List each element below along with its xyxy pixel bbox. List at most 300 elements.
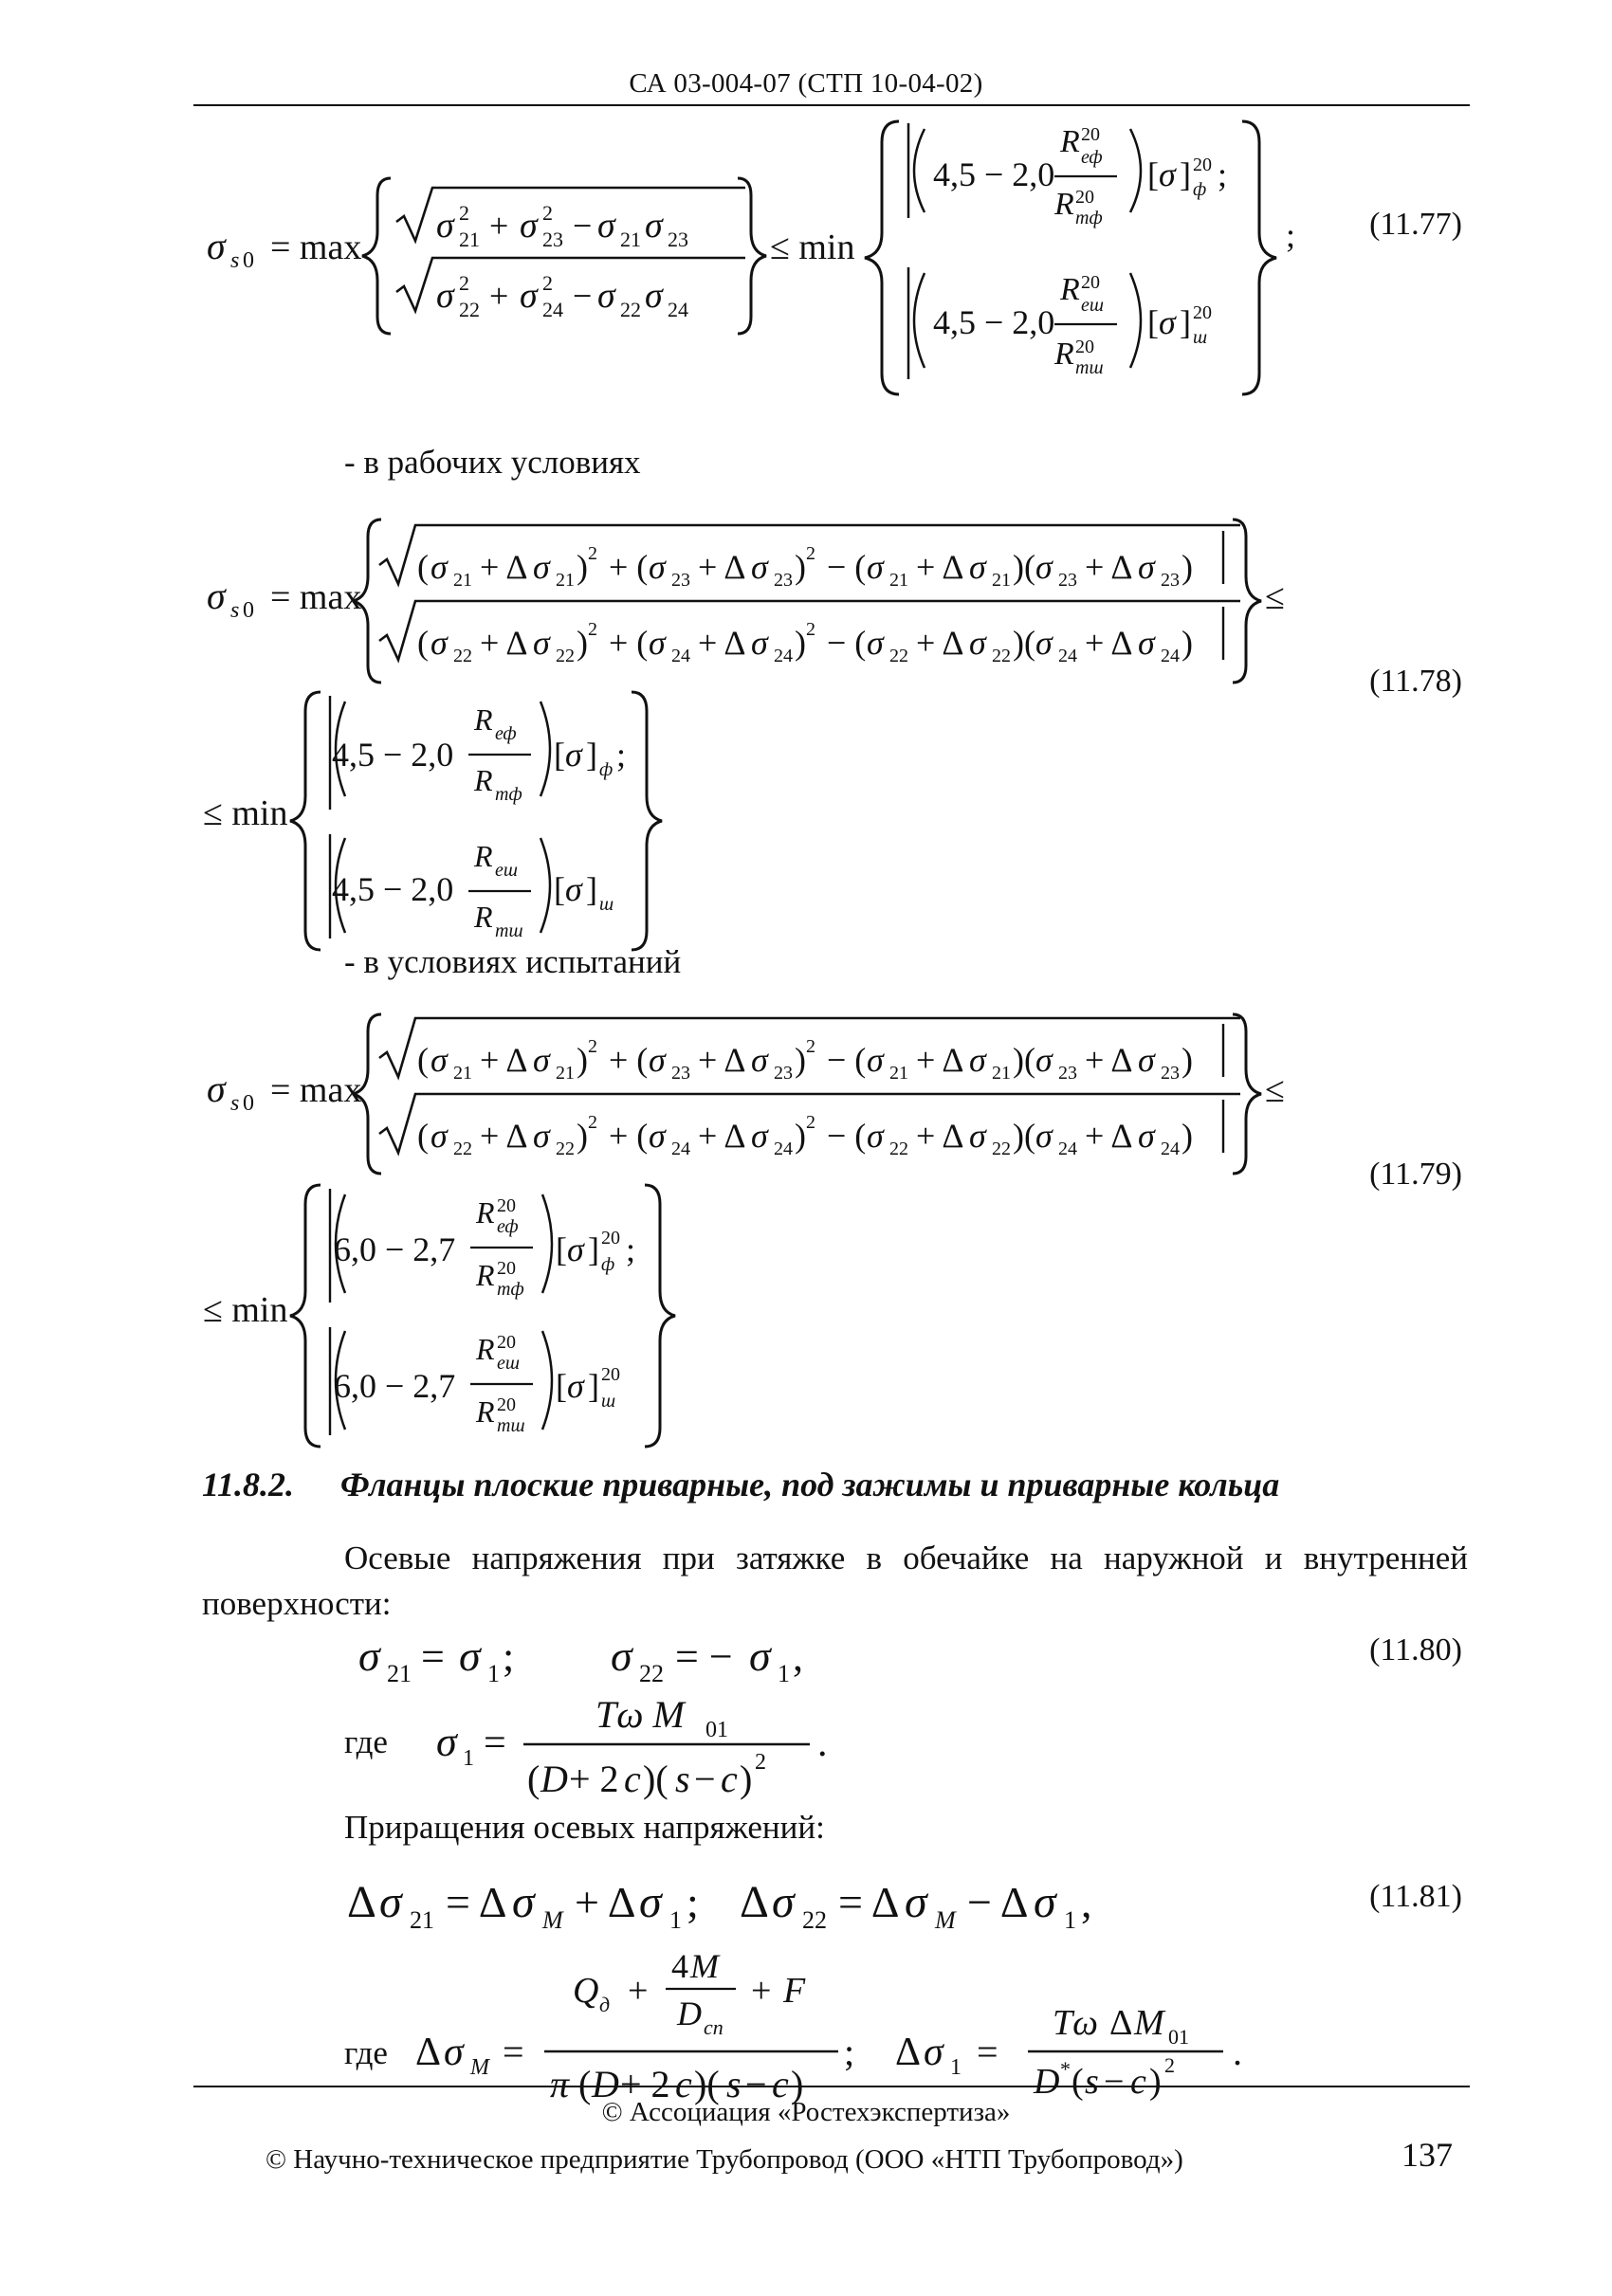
svg-text:): )	[795, 1117, 806, 1155]
svg-text:σ: σ	[1138, 1041, 1155, 1079]
svg-text:σ: σ	[1159, 155, 1176, 193]
svg-text:(: (	[578, 2063, 592, 2105]
svg-text:1: 1	[463, 1746, 474, 1771]
svg-text:R: R	[474, 900, 493, 934]
svg-text:тф: тф	[497, 1279, 524, 1300]
svg-text:;: ;	[626, 1230, 636, 1268]
svg-text:+ Δ: + Δ	[916, 1041, 964, 1079]
svg-text:σ: σ	[1035, 624, 1053, 662]
svg-text:(: (	[417, 548, 429, 586]
equation-number-11-77: (11.77)	[1369, 207, 1462, 242]
svg-text:σ: σ	[749, 1631, 771, 1680]
svg-text:σ: σ	[645, 206, 663, 246]
svg-text:д: д	[599, 1993, 611, 2016]
svg-text:01: 01	[1168, 2025, 1189, 2049]
svg-text:(: (	[417, 1117, 429, 1155]
svg-text:0: 0	[243, 248, 254, 273]
svg-text:): )	[740, 1758, 753, 1800]
svg-text:σ: σ	[969, 1117, 986, 1155]
svg-text:;: ;	[1218, 155, 1228, 193]
svg-text:σ: σ	[639, 1877, 662, 1927]
svg-text:≤: ≤	[1265, 577, 1285, 617]
svg-text:21: 21	[453, 1063, 472, 1084]
svg-text:− (: − (	[827, 1117, 867, 1155]
svg-text:20: 20	[497, 1394, 516, 1415]
svg-text:1: 1	[669, 1906, 682, 1934]
svg-text:22: 22	[459, 298, 480, 321]
svg-text:σ: σ	[649, 624, 666, 662]
svg-text:σ: σ	[430, 548, 448, 586]
svg-text:*: *	[1060, 2057, 1071, 2081]
svg-text:22: 22	[453, 646, 472, 666]
svg-text:.: .	[1233, 2031, 1242, 2073]
svg-text:22: 22	[556, 646, 575, 666]
where-label-2: где	[344, 2034, 388, 2071]
svg-text:+ Δ: + Δ	[480, 1117, 528, 1155]
svg-text:]: ]	[586, 870, 597, 908]
svg-text:+ Δ: + Δ	[1085, 624, 1133, 662]
svg-text:M: M	[542, 1906, 563, 1934]
svg-text:21: 21	[992, 570, 1011, 591]
svg-text:σ: σ	[1035, 548, 1053, 586]
svg-text:σ: σ	[436, 1719, 457, 1765]
svg-text:24: 24	[668, 298, 688, 321]
subsection-number: 11.8.2.	[202, 1466, 295, 1503]
formula-11-77	[207, 121, 1295, 394]
svg-text:− (: − (	[827, 624, 867, 662]
svg-text:σ: σ	[649, 1117, 666, 1155]
svg-text:s: s	[675, 1758, 690, 1800]
section-working-conditions: - в рабочих условиях	[344, 444, 641, 481]
svg-text:=: =	[503, 2031, 524, 2073]
svg-text:−: −	[573, 207, 593, 245]
svg-text:,: ,	[1081, 1878, 1092, 1926]
svg-text:20: 20	[1081, 272, 1100, 293]
svg-text:=: =	[421, 1633, 445, 1680]
sqrt-row-2	[379, 601, 1240, 666]
svg-text:24: 24	[671, 1139, 690, 1159]
svg-text:22: 22	[992, 1139, 1011, 1159]
svg-text:22: 22	[453, 1139, 472, 1159]
svg-text:σ: σ	[207, 225, 226, 267]
svg-text:Δ: Δ	[895, 2031, 922, 2074]
svg-text:≤ min: ≤ min	[770, 228, 855, 267]
svg-text:22: 22	[620, 298, 641, 321]
svg-text:+: +	[751, 1971, 772, 2011]
svg-text:20: 20	[1193, 302, 1212, 323]
svg-text:D: D	[540, 1758, 568, 1800]
svg-text:): )	[577, 548, 588, 586]
svg-text:σ: σ	[905, 1877, 927, 1927]
svg-text:≤ min: ≤ min	[203, 793, 288, 833]
svg-text:1: 1	[950, 2055, 962, 2080]
svg-text:ф: ф	[599, 759, 614, 780]
svg-text:6,0 − 2,7: 6,0 − 2,7	[334, 1367, 456, 1405]
svg-text:21: 21	[620, 228, 641, 251]
svg-text:R: R	[474, 702, 493, 737]
svg-text:): )	[791, 2063, 804, 2105]
svg-text:σ: σ	[969, 624, 986, 662]
svg-text:σ: σ	[565, 870, 582, 908]
svg-text:σ: σ	[1035, 1117, 1053, 1155]
svg-text:σ: σ	[772, 1877, 795, 1927]
svg-text:2: 2	[806, 1112, 815, 1133]
svg-text:22: 22	[889, 1139, 908, 1159]
svg-text:σ: σ	[436, 276, 454, 316]
svg-text:еш: еш	[495, 860, 518, 881]
svg-text:;: ;	[687, 1878, 699, 1926]
svg-text:σ: σ	[969, 548, 986, 586]
svg-text:σ: σ	[1138, 624, 1155, 662]
svg-text:+ Δ: + Δ	[916, 1117, 964, 1155]
svg-text:еш: еш	[1081, 295, 1104, 316]
svg-text:σ: σ	[1159, 303, 1176, 341]
svg-text:[: [	[1147, 303, 1159, 341]
svg-text:[: [	[556, 1367, 567, 1405]
svg-text:2: 2	[588, 543, 597, 564]
footer-association: © Ассоциация «Ростехэкспертиза»	[601, 2097, 1011, 2127]
svg-text:π: π	[550, 2063, 570, 2105]
equation-number-11-81: (11.81)	[1369, 1879, 1462, 1914]
svg-text:D: D	[1034, 2062, 1060, 2102]
svg-text:22: 22	[556, 1139, 575, 1159]
svg-text:22: 22	[802, 1906, 827, 1934]
svg-text:): )	[795, 624, 806, 662]
svg-text:+ (: + (	[609, 1041, 649, 1079]
svg-text:σ: σ	[611, 1631, 632, 1680]
svg-text:R: R	[1060, 124, 1080, 159]
svg-text:+ Δ: + Δ	[698, 624, 746, 662]
increments-paragraph: Приращения осевых напряжений:	[344, 1809, 825, 1846]
svg-text:0: 0	[243, 598, 254, 623]
svg-text:c: c	[1130, 2062, 1146, 2102]
svg-text:2: 2	[1164, 2053, 1175, 2077]
svg-text:20: 20	[1075, 187, 1094, 208]
svg-text:−: −	[573, 277, 593, 315]
svg-text:+ 2: + 2	[620, 2063, 670, 2105]
svg-text:c: c	[772, 2063, 789, 2105]
svg-text:M: M	[935, 1906, 956, 1934]
svg-text:4,5 − 2,0: 4,5 − 2,0	[332, 736, 454, 774]
svg-text:): )	[795, 1041, 806, 1079]
svg-text:2: 2	[588, 1036, 597, 1057]
svg-text:R: R	[474, 763, 493, 797]
formula-11-78	[203, 519, 1285, 950]
svg-text:− (: − (	[827, 548, 867, 586]
svg-text:+ (: + (	[609, 548, 649, 586]
svg-text:): )	[795, 548, 806, 586]
svg-text:20: 20	[497, 1258, 516, 1279]
svg-text:σ: σ	[1138, 548, 1155, 586]
svg-text:+ Δ: + Δ	[916, 548, 964, 586]
svg-text:= max: = max	[270, 577, 362, 617]
svg-text:21: 21	[889, 1063, 908, 1084]
svg-text:]: ]	[1180, 303, 1191, 341]
svg-text:)(: )(	[694, 2063, 720, 2105]
svg-text:σ: σ	[358, 1631, 380, 1680]
svg-text:24: 24	[774, 646, 793, 666]
svg-text:σ: σ	[512, 1877, 535, 1927]
footer-enterprise: © Научно-техническое предприятие Трубопровод (ООО «НТП Трубопровод»)	[266, 2144, 1183, 2175]
svg-text:+ 2: + 2	[569, 1758, 619, 1800]
svg-text:)(: )(	[1013, 624, 1035, 662]
svg-text:D: D	[677, 1995, 702, 2032]
svg-text:σ: σ	[649, 548, 666, 586]
svg-text:+ (: + (	[609, 624, 649, 662]
svg-text:s: s	[726, 2063, 742, 2105]
svg-text:(: (	[417, 1041, 429, 1079]
svg-text:+ Δ: + Δ	[480, 1041, 528, 1079]
svg-text:−: −	[1104, 2062, 1125, 2102]
svg-text:): )	[1182, 1041, 1193, 1079]
svg-text:c: c	[721, 1758, 738, 1800]
svg-text:23: 23	[774, 570, 793, 591]
svg-text:21: 21	[453, 570, 472, 591]
svg-text:23: 23	[542, 228, 563, 251]
svg-text:mф: mф	[1075, 208, 1103, 228]
svg-text:24: 24	[542, 298, 563, 321]
svg-text:R: R	[476, 1258, 495, 1292]
page-number: 137	[1401, 2136, 1453, 2174]
svg-text:σ: σ	[751, 624, 768, 662]
subsection-heading	[202, 1465, 1279, 1504]
svg-text:Δ: Δ	[415, 2031, 442, 2074]
svg-text:σ: σ	[533, 1117, 550, 1155]
svg-text:−: −	[745, 2063, 767, 2105]
svg-text:σ: σ	[1035, 1041, 1053, 1079]
svg-text:−: −	[694, 1758, 716, 1800]
document-code-header: СА 03-004-07 (СТП 10-04-02)	[629, 68, 983, 99]
svg-text:21: 21	[556, 570, 575, 591]
svg-text:21: 21	[992, 1063, 1011, 1084]
svg-text:σ: σ	[567, 1367, 584, 1405]
svg-text:21: 21	[889, 570, 908, 591]
svg-text:c: c	[675, 2063, 692, 2105]
svg-text:23: 23	[774, 1063, 793, 1084]
svg-text:22: 22	[889, 646, 908, 666]
svg-text:4,5 − 2,0: 4,5 − 2,0	[933, 303, 1055, 341]
svg-text:R: R	[476, 1332, 495, 1366]
svg-text:+ Δ: + Δ	[480, 624, 528, 662]
svg-text:σ: σ	[649, 1041, 666, 1079]
svg-text:21: 21	[410, 1906, 434, 1934]
svg-text:23: 23	[1161, 570, 1180, 591]
svg-text:Δ: Δ	[347, 1877, 376, 1927]
svg-text:M: M	[1134, 2003, 1164, 2043]
svg-text:23: 23	[1058, 1063, 1077, 1084]
formula-11-81	[347, 1877, 1242, 2105]
svg-text:R: R	[474, 839, 493, 873]
svg-text:): )	[577, 1117, 588, 1155]
svg-text:]: ]	[1180, 155, 1191, 193]
svg-text:20: 20	[601, 1364, 620, 1385]
svg-text:)(: )(	[1013, 548, 1035, 586]
svg-text:еф: еф	[495, 723, 517, 744]
svg-text:σ: σ	[597, 276, 615, 316]
svg-text:тш: тш	[497, 1415, 525, 1436]
svg-text:− (: − (	[827, 1041, 867, 1079]
svg-text:): )	[577, 1041, 588, 1079]
svg-text:≤ min: ≤ min	[203, 1290, 288, 1330]
svg-text:+: +	[489, 207, 509, 245]
svg-text:4,5 − 2,0: 4,5 − 2,0	[933, 155, 1055, 193]
svg-text:R: R	[1054, 337, 1074, 372]
svg-text:σ: σ	[567, 1230, 584, 1268]
subsection-title: Фланцы плоские приварные, под зажимы и приварные кольца	[340, 1466, 1280, 1503]
svg-text:21: 21	[556, 1063, 575, 1084]
svg-text:22: 22	[639, 1660, 664, 1687]
svg-text:σ: σ	[444, 2031, 464, 2074]
svg-text:Δ: Δ	[740, 1877, 769, 1927]
svg-text:σ: σ	[520, 276, 538, 316]
svg-text:01: 01	[705, 1718, 728, 1742]
section-test-conditions: - в условиях испытаний	[344, 943, 682, 980]
svg-text:24: 24	[671, 646, 690, 666]
svg-text:s: s	[230, 598, 240, 623]
svg-text:Tω: Tω	[1053, 2003, 1098, 2043]
svg-text:R: R	[476, 1195, 495, 1230]
sqrt-row-1	[379, 525, 1240, 591]
svg-text:σ: σ	[430, 1117, 448, 1155]
svg-text:2: 2	[542, 201, 553, 225]
svg-text:тф: тф	[495, 784, 522, 805]
svg-text:σ: σ	[867, 1041, 884, 1079]
svg-text:σ: σ	[207, 574, 226, 617]
svg-text:+ (: + (	[609, 1117, 649, 1155]
svg-text:): )	[1182, 548, 1193, 586]
svg-text:): )	[1149, 2062, 1162, 2102]
svg-text:)(: )(	[1013, 1117, 1035, 1155]
svg-text:σ: σ	[751, 548, 768, 586]
svg-text:+ Δ: + Δ	[698, 1117, 746, 1155]
svg-text:24: 24	[1058, 646, 1077, 666]
svg-text:+ Δ: + Δ	[575, 1878, 636, 1926]
svg-text:21: 21	[387, 1660, 412, 1687]
sqrt-row-3	[379, 1018, 1240, 1084]
svg-text:[: [	[1147, 155, 1159, 193]
svg-text:еф: еф	[1081, 147, 1103, 168]
svg-text:σ: σ	[867, 624, 884, 662]
svg-text:20: 20	[497, 1332, 516, 1353]
svg-text:σ: σ	[1034, 1877, 1056, 1927]
svg-text:0: 0	[243, 1091, 254, 1116]
svg-text:(: (	[417, 624, 429, 662]
svg-text:σ: σ	[207, 1067, 226, 1110]
svg-text:)(: )(	[1013, 1041, 1035, 1079]
svg-text:σ: σ	[379, 1877, 402, 1927]
svg-text:2: 2	[755, 1750, 766, 1775]
svg-text:+ Δ: + Δ	[916, 624, 964, 662]
svg-text:= −: = −	[675, 1633, 733, 1680]
svg-text:=: =	[484, 1722, 506, 1765]
svg-text:Tω M: Tω M	[595, 1693, 685, 1736]
svg-text:.: .	[817, 1722, 828, 1765]
svg-text:+ Δ: + Δ	[1085, 548, 1133, 586]
svg-text:σ: σ	[1138, 1117, 1155, 1155]
equation-number-11-79: (11.79)	[1369, 1157, 1462, 1192]
svg-text:сп: сп	[704, 2015, 724, 2039]
svg-text:[: [	[554, 870, 565, 908]
svg-text:ф: ф	[601, 1254, 615, 1275]
svg-text:23: 23	[1161, 1063, 1180, 1084]
svg-text:R: R	[1054, 187, 1074, 222]
svg-text:σ: σ	[645, 276, 663, 316]
svg-text:= max: = max	[270, 228, 362, 267]
svg-text:+: +	[489, 277, 509, 315]
svg-text:σ: σ	[597, 206, 615, 246]
svg-text:(: (	[1072, 2062, 1084, 2102]
svg-text:]: ]	[586, 736, 597, 774]
svg-text:σ: σ	[533, 1041, 550, 1079]
svg-text:σ: σ	[751, 1041, 768, 1079]
svg-text:M: M	[690, 1947, 719, 1985]
svg-text:= Δ: = Δ	[446, 1878, 507, 1926]
svg-text:F: F	[783, 1971, 806, 2011]
svg-text:= Δ: = Δ	[838, 1878, 900, 1926]
svg-text:2: 2	[806, 619, 815, 640]
svg-text:σ: σ	[924, 2031, 943, 2074]
svg-text:2: 2	[542, 271, 553, 295]
svg-text:σ: σ	[533, 548, 550, 586]
svg-text:еф: еф	[497, 1216, 519, 1237]
svg-text:;: ;	[503, 1633, 515, 1680]
axial-stress-paragraph: Осевые напряжения при затяжке в обечайке на наружной и внутренней поверхности:	[202, 1540, 1468, 1622]
svg-text:21: 21	[459, 228, 480, 251]
svg-text:=: =	[977, 2031, 998, 2073]
svg-text:23: 23	[668, 228, 688, 251]
svg-text:s: s	[1085, 2062, 1099, 2102]
equation-number-11-78: (11.78)	[1369, 664, 1462, 699]
svg-text:): )	[1182, 624, 1193, 662]
svg-text:тш: тш	[1075, 357, 1104, 378]
where-label-1: где	[344, 1723, 388, 1760]
svg-text:)(: )(	[643, 1758, 669, 1800]
svg-text:24: 24	[774, 1139, 793, 1159]
svg-text:σ: σ	[520, 206, 538, 246]
svg-text:≤: ≤	[1265, 1070, 1285, 1110]
svg-text:[: [	[554, 736, 565, 774]
svg-text:23: 23	[671, 570, 690, 591]
svg-text:2: 2	[806, 1036, 815, 1057]
svg-text:σ: σ	[867, 548, 884, 586]
svg-text:Δ: Δ	[1109, 2003, 1133, 2043]
svg-text:1: 1	[487, 1660, 500, 1687]
svg-text:+ Δ: + Δ	[1085, 1117, 1133, 1155]
svg-text:2: 2	[459, 201, 469, 225]
svg-text:2: 2	[588, 619, 597, 640]
svg-text:σ: σ	[436, 206, 454, 246]
svg-text:− Δ: − Δ	[967, 1878, 1029, 1926]
svg-text:+ Δ: + Δ	[698, 548, 746, 586]
svg-text:s: s	[230, 1091, 240, 1116]
formula-11-80	[358, 1631, 828, 1800]
svg-text:;: ;	[1286, 216, 1296, 254]
svg-text:ф: ф	[1193, 179, 1207, 200]
svg-text:20: 20	[1193, 155, 1212, 175]
svg-text:20: 20	[601, 1228, 620, 1248]
svg-text:Q: Q	[573, 1971, 599, 2011]
svg-text:]: ]	[588, 1367, 599, 1405]
svg-text:+: +	[628, 1971, 649, 2011]
svg-text:4: 4	[671, 1947, 688, 1985]
svg-text:): )	[577, 624, 588, 662]
svg-text:σ: σ	[867, 1117, 884, 1155]
svg-text:R: R	[1060, 272, 1080, 307]
svg-text:еш: еш	[497, 1353, 520, 1374]
svg-text:1: 1	[778, 1660, 790, 1687]
svg-text:4,5 − 2,0: 4,5 − 2,0	[332, 870, 454, 908]
svg-text:20: 20	[1075, 337, 1094, 357]
